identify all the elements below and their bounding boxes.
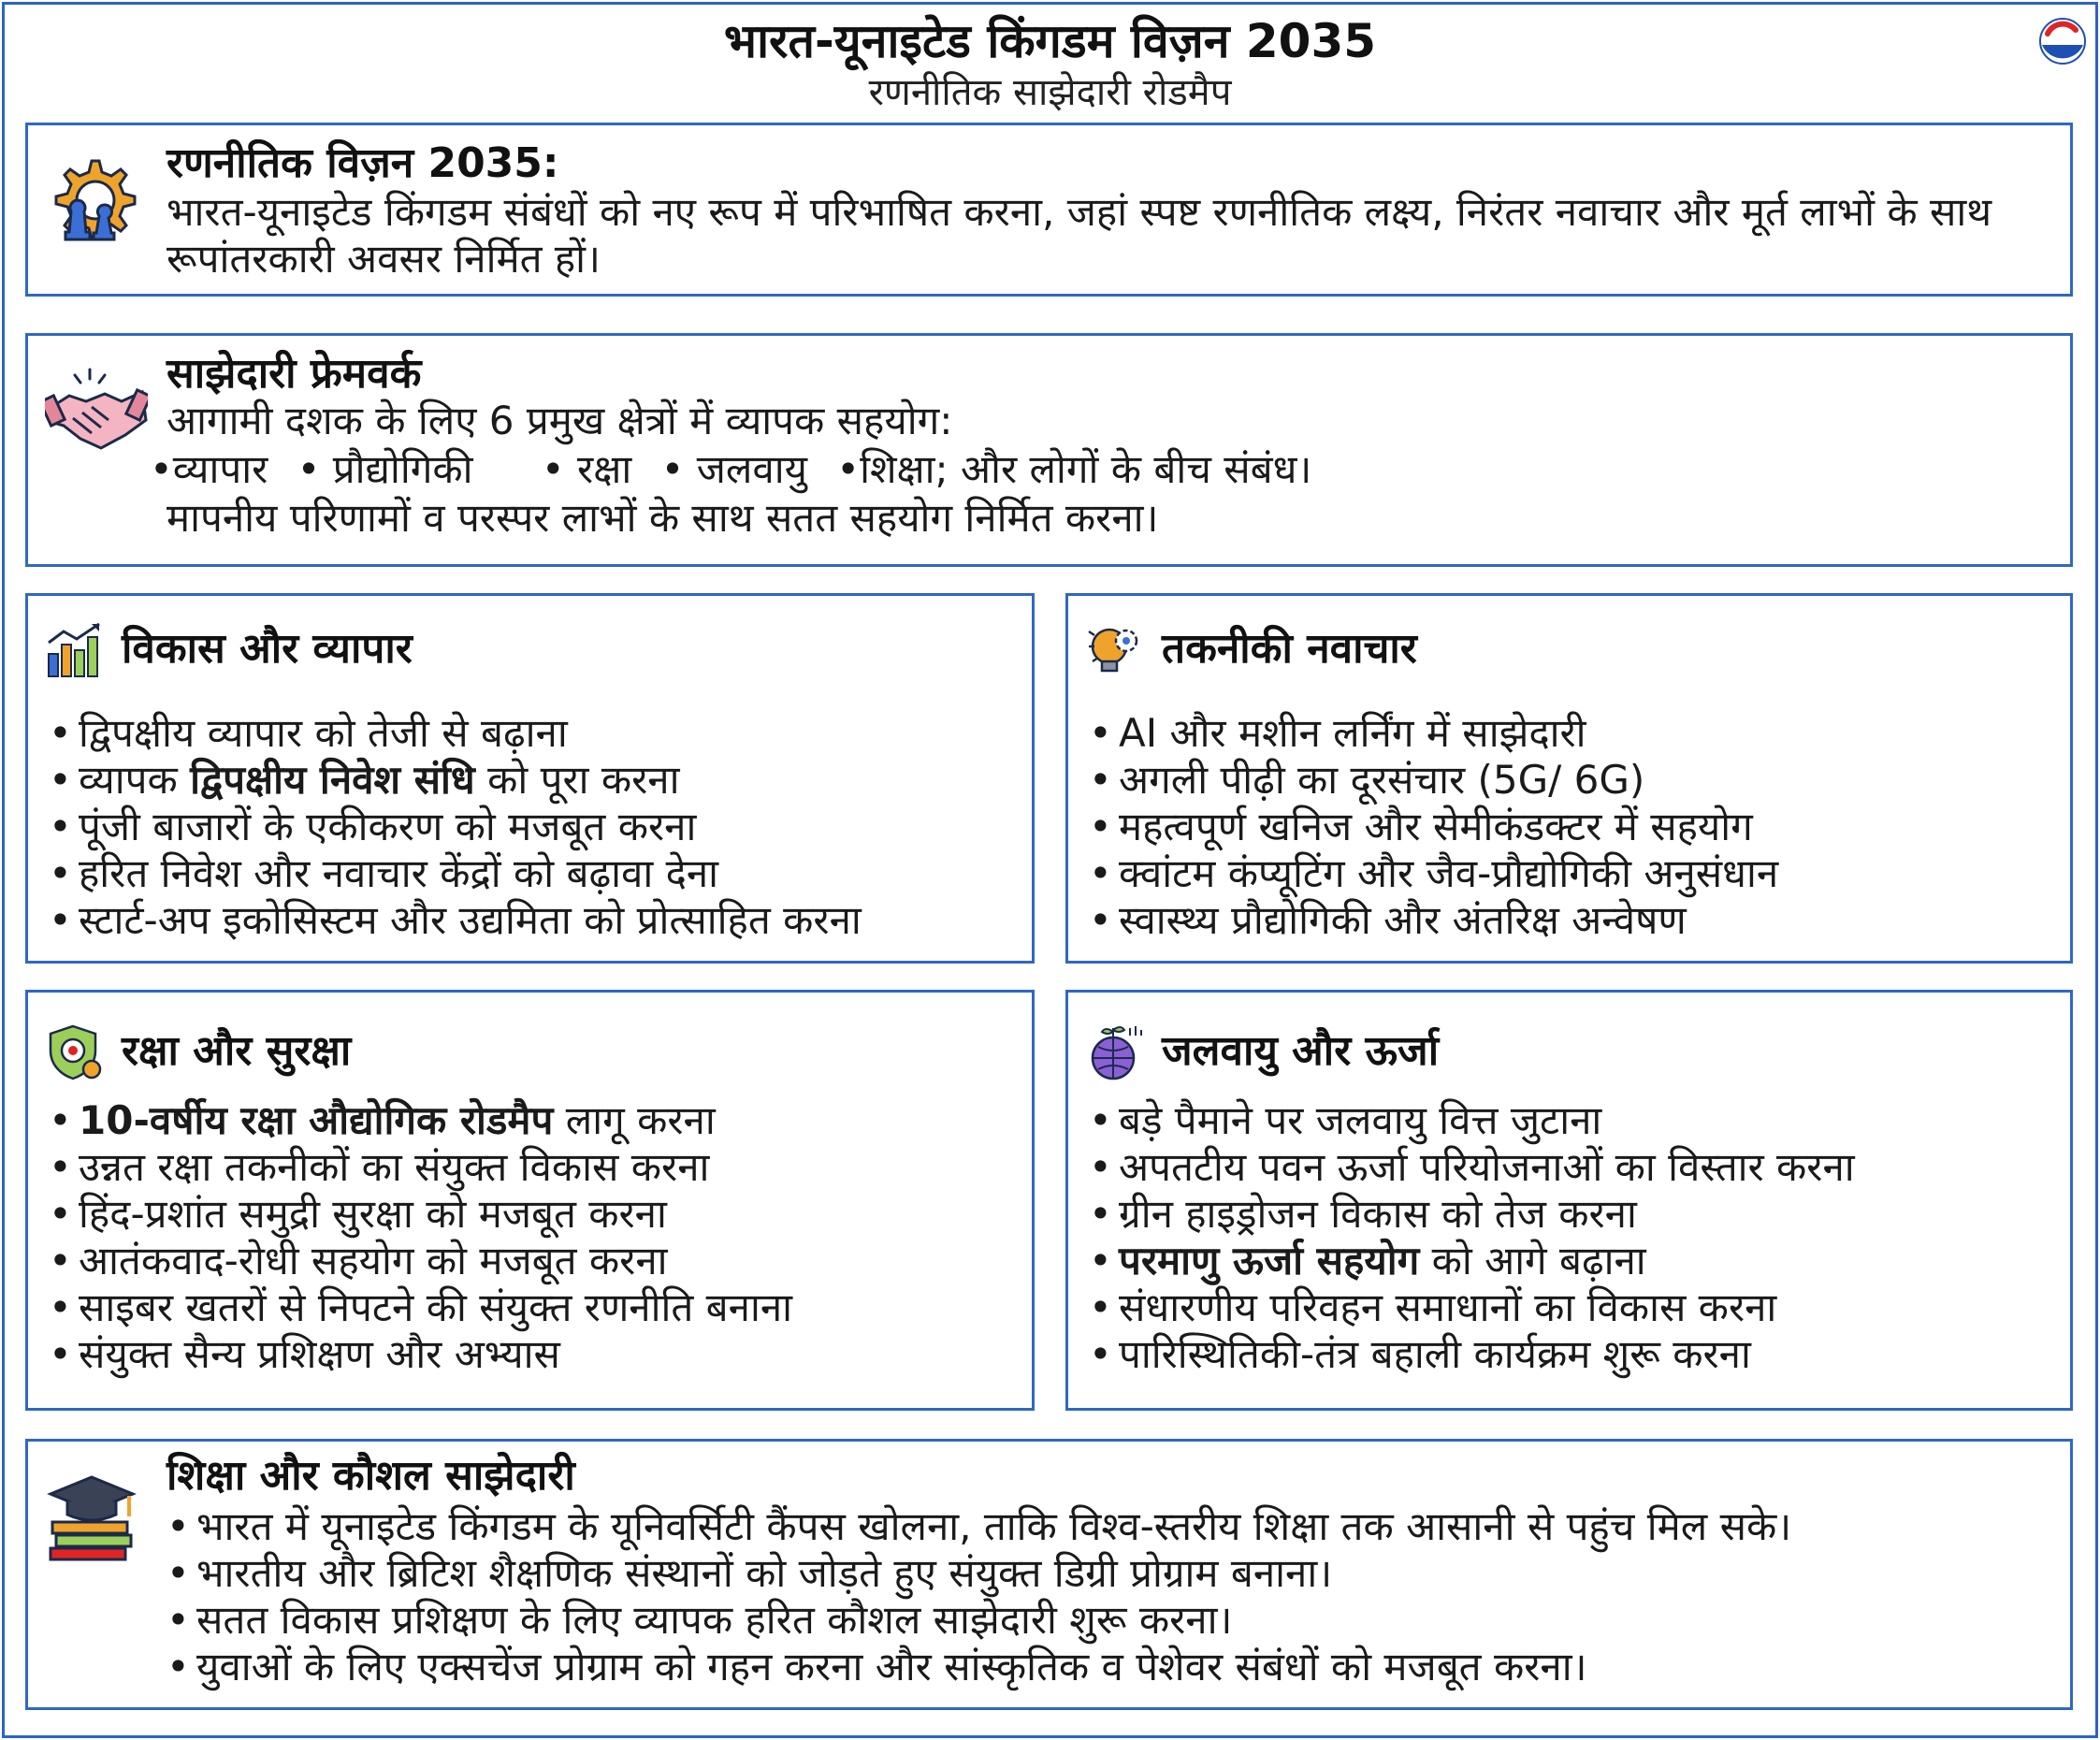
tech-heading: तकनीकी नवाचार xyxy=(1162,625,1417,673)
defence-heading: रक्षा और सुरक्षा xyxy=(122,1027,352,1075)
list-item: • साइबर खतरों से निपटने की संयुक्त रणनीति बनाना xyxy=(47,1284,792,1331)
defence-list xyxy=(47,1097,792,1378)
growth-trade-box xyxy=(25,593,1035,964)
gear-chess-icon xyxy=(45,153,138,247)
vision-heading: रणनीतिक विज़न 2035: xyxy=(167,139,559,187)
list-item: • द्विपक्षीय व्यापार को तेजी से बढ़ाना xyxy=(47,710,862,757)
education-heading: शिक्षा और कौशल साझेदारी xyxy=(167,1452,575,1500)
list-item: • स्टार्ट-अप इकोसिस्टम और उद्यमिता को प्रोत्साहित करना xyxy=(47,897,862,944)
list-item: • अपतटीय पवन ऊर्जा परियोजनाओं का विस्तार करना xyxy=(1087,1144,1855,1191)
list-item: • AI और मशीन लर्निंग में साझेदारी xyxy=(1087,710,1778,757)
list-item: • पारिस्थितिकी-तंत्र बहाली कार्यक्रम शुरू करना xyxy=(1087,1331,1855,1378)
handshake-icon xyxy=(45,364,148,457)
growth-list xyxy=(47,710,862,944)
list-item: • संयुक्त सैन्य प्रशिक्षण और अभ्यास xyxy=(47,1331,792,1378)
tech-innovation-box xyxy=(1065,593,2073,964)
list-item: • आतंकवाद-रोधी सहयोग को मजबूत करना xyxy=(47,1238,792,1284)
focus-area-education: •शिक्षा; और लोगों के बीच संबंध। xyxy=(836,446,1312,492)
growth-chart-icon xyxy=(45,620,105,680)
list-item: • पूंजी बाजारों के एकीकरण को मजबूत करना xyxy=(47,804,862,850)
framework-focus-areas xyxy=(150,446,1328,493)
list-item: • महत्वपूर्ण खनिज और सेमीकंडक्टर में सहयोग xyxy=(1087,804,1778,850)
list-item: • स्वास्थ्य प्रौद्योगिकी और अंतरिक्ष अन्वेषण xyxy=(1087,897,1778,944)
list-item: • सतत विकास प्रशिक्षण के लिए व्यापक हरित कौशल साझेदारी शुरू करना। xyxy=(165,1597,1791,1644)
list-item: • हिंद-प्रशांत समुद्री सुरक्षा को मजबूत करना xyxy=(47,1191,792,1238)
climate-heading: जलवायु और ऊर्जा xyxy=(1162,1027,1440,1075)
framework-heading: साझेदारी फ्रेमवर्क xyxy=(167,350,422,398)
list-item: • युवाओं के लिए एक्सचेंज प्रोग्राम को गहन करना और सांस्कृतिक व पेशेवर संबंधों को मजबूत करना। xyxy=(165,1644,1791,1690)
list-item: • संधारणीय परिवहन समाधानों का विकास करना xyxy=(1087,1284,1855,1331)
framework-closing: मापनीय परिणामों व परस्पर लाभों के साथ सतत सहयोग निर्मित करना। xyxy=(167,495,1159,541)
page-subtitle: रणनीतिक साझेदारी रोडमैप xyxy=(868,71,1232,114)
focus-area-technology: • प्रौद्योगिकी xyxy=(297,446,473,492)
framework-box xyxy=(25,333,2073,567)
page-title: भारत-यूनाइटेड किंगडम विज़न 2035 xyxy=(723,14,1377,68)
globe-plant-icon xyxy=(1085,1022,1145,1082)
list-item: • परमाणु ऊर्जा सहयोग को आगे बढ़ाना xyxy=(1087,1238,1855,1284)
climate-energy-box xyxy=(1065,990,2073,1411)
vision-text: भारत-यूनाइटेड किंगडम संबंधों को नए रूप में परिभाषित करना, जहां स्पष्ट रणनीतिक लक्ष्य, निरंतर नवाचार और मूर्त लाभों के साथ रूपांतरकारी अवसर निर्मित हों। xyxy=(167,189,1992,282)
list-item: • भारत में यूनाइटेड किंगडम के यूनिवर्सिटी कैंपस खोलना, ताकि विश्व-स्तरीय शिक्षा तक आसानी से पहुंच मिल सके। xyxy=(165,1503,1791,1550)
graduation-books-icon xyxy=(45,1470,138,1563)
focus-area-defence: • रक्षा xyxy=(541,446,632,492)
bulb-gear-icon xyxy=(1085,620,1145,680)
page-header xyxy=(0,13,2100,116)
list-item: • अगली पीढ़ी का दूरसंचार (5G/ 6G) xyxy=(1087,757,1778,804)
list-item: • ग्रीन हाइड्रोजन विकास को तेज करना xyxy=(1087,1191,1855,1238)
framework-intro: आगामी दशक के लिए 6 प्रमुख क्षेत्रों में व्यापक सहयोग: xyxy=(167,398,953,443)
climate-list xyxy=(1087,1097,1855,1378)
education-list xyxy=(165,1503,1791,1690)
tech-list xyxy=(1087,710,1778,944)
growth-heading: विकास और व्यापार xyxy=(122,625,413,673)
list-item: • बड़े पैमाने पर जलवायु वित्त जुटाना xyxy=(1087,1097,1855,1144)
list-item: • क्वांटम कंप्यूटिंग और जैव-प्रौद्योगिकी अनुसंधान xyxy=(1087,850,1778,897)
brand-logo-icon xyxy=(2035,13,2091,69)
focus-area-trade: •व्यापार xyxy=(150,446,268,492)
list-item: • 10-वर्षीय रक्षा औद्योगिक रोडमैप लागू करना xyxy=(47,1097,792,1144)
focus-area-climate: • जलवायु xyxy=(660,446,807,492)
list-item: • भारतीय और ब्रिटिश शैक्षणिक संस्थानों को जोड़ते हुए संयुक्त डिग्री प्रोग्राम बनाना। xyxy=(165,1550,1791,1597)
list-item: • व्यापक द्विपक्षीय निवेश संधि को पूरा करना xyxy=(47,757,862,804)
defence-security-box xyxy=(25,990,1035,1411)
shield-target-icon xyxy=(45,1022,105,1082)
education-skills-box xyxy=(25,1439,2073,1710)
list-item: • उन्नत रक्षा तकनीकों का संयुक्त विकास करना xyxy=(47,1144,792,1191)
list-item: • हरित निवेश और नवाचार केंद्रों को बढ़ावा देना xyxy=(47,850,862,897)
vision-box xyxy=(25,123,2073,297)
